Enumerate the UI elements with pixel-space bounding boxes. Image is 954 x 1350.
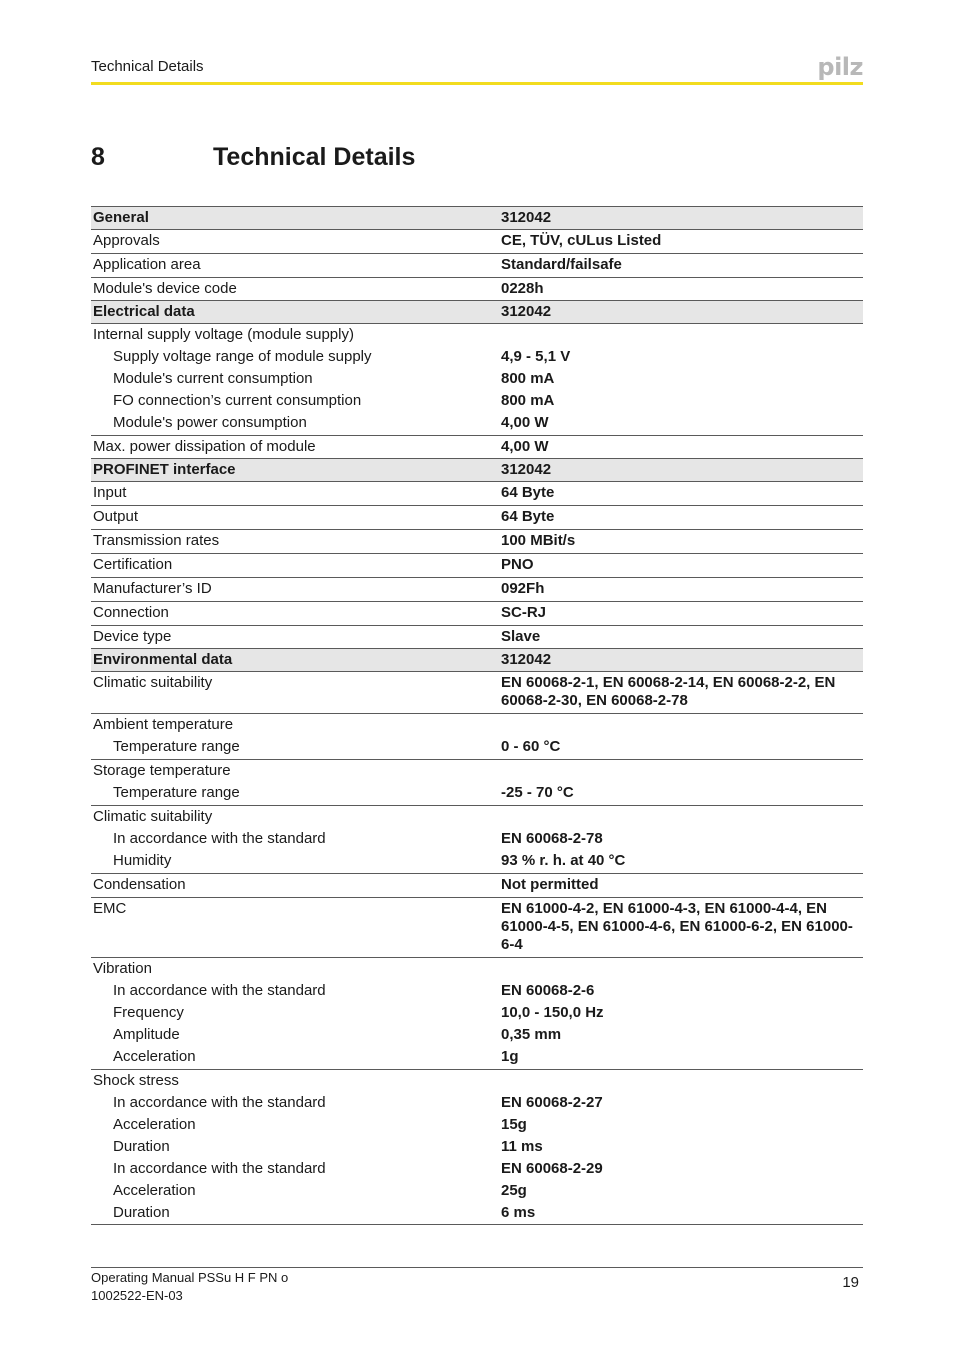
technical-details-table-body — [91, 207, 863, 1225]
table-row — [91, 506, 863, 530]
row-label: Electrical data — [91, 301, 499, 324]
table-row — [91, 1092, 863, 1114]
row-label: Device type — [93, 628, 172, 645]
row-value: 93 % r. h. at 40 °C — [501, 852, 626, 869]
row-label: Acceleration — [113, 1116, 196, 1133]
row-value: -25 - 70 °C — [501, 784, 574, 801]
table-section-header — [91, 207, 863, 230]
row-value: 0,35 mm — [501, 1026, 562, 1043]
row-label: In accordance with the standard — [113, 1094, 326, 1111]
row-value: 312042 — [499, 649, 863, 672]
row-value: 4,00 W — [501, 438, 549, 455]
row-label: Climatic suitability — [93, 674, 213, 691]
table-row — [91, 602, 863, 626]
row-label: Frequency — [113, 1004, 184, 1021]
row-label: In accordance with the standard — [113, 982, 326, 999]
row-value: 100 MBit/s — [501, 532, 576, 549]
table-row — [91, 1002, 863, 1024]
table-row — [91, 482, 863, 506]
table-row — [91, 672, 863, 714]
row-value: 4,9 - 5,1 V — [501, 348, 571, 365]
table-row — [91, 1114, 863, 1136]
row-label: Vibration — [93, 960, 152, 977]
table-section-header — [91, 301, 863, 324]
row-value: SC-RJ — [501, 604, 547, 621]
row-label: In accordance with the standard — [113, 1160, 326, 1177]
row-label: Shock stress — [93, 1072, 179, 1089]
row-value: PNO — [501, 556, 534, 573]
header-title: Technical Details — [91, 58, 204, 75]
table-row — [91, 714, 863, 737]
row-value: Not permitted — [501, 876, 599, 893]
table-section-header — [91, 649, 863, 672]
table-row — [91, 436, 863, 459]
row-label: Module's power consumption — [113, 414, 307, 431]
row-label: Connection — [93, 604, 169, 621]
row-value: EN 60068-2-27 — [501, 1094, 603, 1111]
row-label: Application area — [93, 256, 201, 273]
row-label: General — [91, 207, 499, 230]
row-value: Standard/failsafe — [501, 256, 622, 273]
row-value: 800 mA — [501, 370, 555, 387]
table-row — [91, 760, 863, 783]
table-row — [91, 1158, 863, 1180]
row-value: 0228h — [501, 280, 544, 297]
row-value — [499, 324, 863, 347]
row-label: Approvals — [93, 232, 160, 249]
row-value: EN 61000-4-2, EN 61000-4-3, EN 61000-4-4, EN 61000-4-5, EN 61000-4-6, EN 61000-6-2, EN 61000-6-4 — [501, 900, 853, 953]
row-label: Module's current consumption — [113, 370, 313, 387]
row-label: PROFINET interface — [91, 459, 499, 482]
row-label: Transmission rates — [93, 532, 220, 549]
row-label: Acceleration — [113, 1048, 196, 1065]
technical-details-table — [91, 206, 863, 1225]
row-label: Internal supply voltage (module supply) — [93, 326, 354, 343]
table-row — [91, 1136, 863, 1158]
chapter-title: Technical Details — [213, 143, 416, 171]
table-row — [91, 806, 863, 829]
row-label: In accordance with the standard — [113, 830, 326, 847]
row-value: 10,0 - 150,0 Hz — [501, 1004, 604, 1021]
table-row — [91, 782, 863, 806]
row-label: Certification — [93, 556, 173, 573]
table-row — [91, 554, 863, 578]
row-value: 312042 — [499, 459, 863, 482]
page-number: 19 — [842, 1274, 859, 1291]
row-value — [499, 760, 863, 783]
table-row — [91, 958, 863, 981]
table-row — [91, 1202, 863, 1225]
row-label: Input — [93, 484, 127, 501]
row-label: Manufacturer’s ID — [93, 580, 212, 597]
row-value: Slave — [501, 628, 541, 645]
row-value: 4,00 W — [501, 414, 549, 431]
row-value: 800 mA — [501, 392, 555, 409]
row-label: Module's device code — [93, 280, 237, 297]
table-row — [91, 1046, 863, 1070]
table-row — [91, 578, 863, 602]
row-label: Acceleration — [113, 1182, 196, 1199]
footer-manual-title: Operating Manual PSSu H F PN o — [91, 1270, 289, 1285]
row-value: EN 60068-2-6 — [501, 982, 595, 999]
pilz-logo-icon: pilz — [817, 53, 863, 81]
table-row — [91, 1070, 863, 1093]
row-value — [499, 958, 863, 981]
chapter-number: 8 — [91, 143, 105, 171]
row-value: 092Fh — [501, 580, 545, 597]
table-row — [91, 736, 863, 760]
row-value — [499, 714, 863, 737]
row-value — [499, 806, 863, 829]
row-label: Amplitude — [113, 1026, 180, 1043]
table-row — [91, 626, 863, 649]
table-row — [91, 874, 863, 898]
row-label: Temperature range — [113, 784, 240, 801]
table-row — [91, 980, 863, 1002]
row-value: EN 60068-2-1, EN 60068-2-14, EN 60068-2-2, EN 60068-2-30, EN 60068-2-78 — [501, 674, 836, 709]
table-row — [91, 1024, 863, 1046]
row-value: 25g — [501, 1182, 527, 1199]
row-value — [499, 1070, 863, 1093]
row-value: 312042 — [499, 207, 863, 230]
row-label: Max. power dissipation of module — [93, 438, 316, 455]
table-row — [91, 412, 863, 436]
row-value: 64 Byte — [501, 484, 555, 501]
row-value: 312042 — [499, 301, 863, 324]
row-label: Environmental data — [91, 649, 499, 672]
table-row — [91, 390, 863, 412]
table-row — [91, 254, 863, 278]
row-value: 6 ms — [501, 1204, 536, 1221]
row-label: Temperature range — [113, 738, 240, 755]
row-value: EN 60068-2-29 — [501, 1160, 603, 1177]
row-label: Condensation — [93, 876, 186, 893]
row-value: CE, TÜV, cULus Listed — [501, 232, 662, 249]
row-value: 64 Byte — [501, 508, 555, 525]
table-row — [91, 828, 863, 850]
row-label: Output — [93, 508, 139, 525]
table-row — [91, 898, 863, 958]
table-row — [91, 850, 863, 874]
row-value: 11 ms — [501, 1138, 543, 1155]
row-label: Humidity — [113, 852, 172, 869]
footer-doc-info — [91, 1269, 288, 1305]
table-row — [91, 278, 863, 301]
table-section-header — [91, 459, 863, 482]
row-value: 0 - 60 °C — [501, 738, 561, 755]
page-footer — [91, 1267, 863, 1303]
table-row — [91, 324, 863, 347]
row-label: EMC — [93, 900, 127, 917]
row-label: Duration — [113, 1204, 170, 1221]
row-value: 1g — [501, 1048, 519, 1065]
table-row — [91, 230, 863, 254]
row-label: Ambient temperature — [93, 716, 234, 733]
row-value: 15g — [501, 1116, 527, 1133]
table-row — [91, 1180, 863, 1202]
row-label: Climatic suitability — [93, 808, 213, 825]
row-label: Storage temperature — [93, 762, 231, 779]
footer-doc-number: 1002522-EN-03 — [91, 1288, 183, 1303]
row-label: Supply voltage range of module supply — [113, 348, 372, 365]
table-row — [91, 368, 863, 390]
row-label: FO connection’s current consumption — [113, 392, 362, 409]
table-row — [91, 346, 863, 368]
table-row — [91, 530, 863, 554]
row-value: EN 60068-2-78 — [501, 830, 603, 847]
page-header — [91, 55, 863, 85]
row-label: Duration — [113, 1138, 170, 1155]
